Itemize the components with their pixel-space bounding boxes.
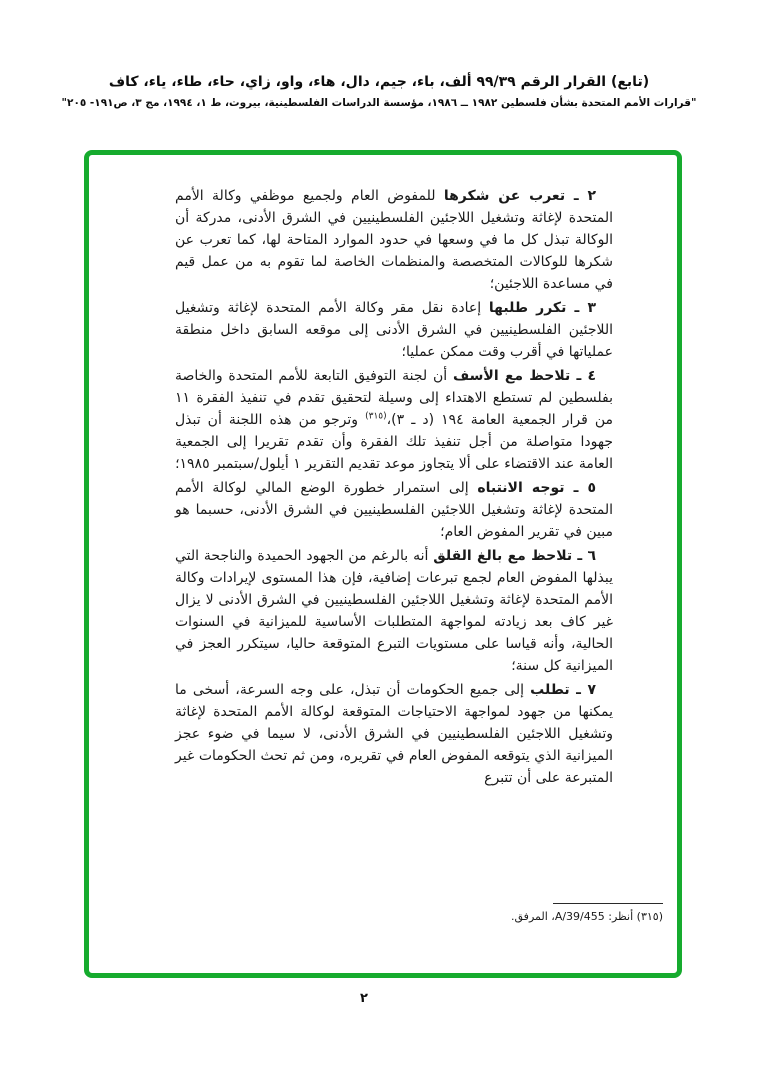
paragraph-4-text-continued: وترجو من هذه اللجنة أن تبذل جهودا متواصلة من أجل تنفيذ تلك الفقرة وأن تقدم تقريرا إلى الجمعية العامة عند الاقتضاء على ألا يتجاوز موعد تقديم التقرير ١ أيلول/سبتمبر ١٩٨٥؛ (175, 412, 613, 472)
paragraph-7-number: ٧ ـ (569, 682, 596, 698)
footnote-block (433, 903, 663, 923)
document-frame (84, 150, 682, 978)
footnote-reference-315: (٣١٥) (365, 411, 387, 422)
paragraph-6-text: أنه بالرغم من الجهود الحميدة والناجحة التي يبذلها المفوض العام لجمع تبرعات إضافية، فإن هذا المستوى لإيرادات وكالة الأمم المتحدة لإغاثة وتشغيل اللاجئين الفلسطينيين في الشرق الأدنى لا يزال غير كاف بعد زيادته لمواجهة المتطلبات الأساسية للميزانية في السنوات الحالية، وأنه قياسا على مستويات التبرع المتوقعة حاليا، سيتكرر العجز في الميزانية كل سنة؛ (175, 548, 613, 674)
resolution-paragraph-3 (175, 297, 613, 363)
page-number: ٢ (360, 991, 368, 1006)
resolution-paragraph-2 (175, 185, 613, 295)
paragraph-2-text: للمفوض العام ولجميع موظفي وكالة الأمم المتحدة لإغاثة وتشغيل اللاجئين الفلسطينيين في الشرق الأدنى، مدركة أن الوكالة تبذل كل ما في وسعها في حدود الموارد المتاحة لها، كما تعرب عن شكرها للوكالات المتخصصة والمنظمات الخاصة لما تقوم به من عمل قيم في مساعدة اللاجئين؛ (175, 188, 613, 292)
paragraph-4-number: ٤ ـ (570, 368, 596, 384)
paragraph-5-lead: توجه الانتباه (477, 480, 565, 496)
paragraph-6-number: ٦ ـ (572, 548, 596, 564)
source-citation: "قرارات الأمم المتحدة بشأن فلسطين ١٩٨٢ ــ ١٩٨٦، مؤسسة الدراسات الفلسطينية، بيروت، ط ١، ١٩٩٤، مج ٣، ص١٩١- ٢٠٥" (61, 97, 697, 109)
paragraph-4-text: أن لجنة التوفيق التابعة للأمم المتحدة والخاصة بفلسطين لم تستطع الاهتداء إلى وسيلة لتحقيق تقدم في تنفيذ الفقرة ١١ من قرار الجمعية العامة ١٩٤ (د ـ ٣)، (175, 368, 613, 428)
paragraph-7-lead: تطلب (530, 682, 570, 698)
paragraph-7-text: إلى جميع الحكومات أن تبذل، على وجه السرعة، أسخى ما يمكنها من جهود لمواجهة الاحتياجات المتوقعة لوكالة الأمم المتحدة لإغاثة وتشغيل اللاجئين الفلسطينيين في الشرق الأدنى، لا سيما في ضوء عجز الميزانية الذي يتوقعه المفوض العام في تقريره، ومن ثم تحث الحكومات غير المتبرعة على أن تتبرع (175, 682, 613, 786)
page-header (0, 74, 758, 109)
paragraph-2-lead: تعرب عن شكرها (443, 188, 566, 204)
paragraph-3-text: إعادة نقل مقر وكالة الأمم المتحدة لإغاثة وتشغيل اللاجئين الفلسطينيين في الشرق الأدنى إلى موقعه السابق داخل منطقة عملياتها في أقرب وقت ممكن عمليا؛ (175, 300, 613, 360)
resolution-paragraph-5 (175, 477, 613, 543)
resolution-title: (تابع) القرار الرقم ٩٩/٣٩ ألف، باء، جيم، دال، هاء، واو، زاي، حاء، طاء، ياء، كاف (108, 74, 650, 90)
paragraph-2-number: ٢ ـ (565, 188, 596, 204)
resolution-paragraph-4 (175, 365, 613, 475)
footnote-separator (553, 903, 663, 904)
paragraph-3-number: ٣ ـ (566, 300, 596, 316)
paragraph-5-text: إلى استمرار خطورة الوضع المالي لوكالة الأمم المتحدة لإغاثة وتشغيل اللاجئين الفلسطينيين في الشرق الأدنى، حسبما هو مبين في تقرير المفوض العام؛ (175, 480, 613, 540)
resolution-paragraph-6 (175, 545, 613, 677)
paragraph-6-lead: تلاحظ مع بالغ القلق (433, 548, 573, 564)
paragraph-4-lead: تلاحظ مع الأسف (452, 368, 571, 384)
resolution-paragraph-7 (175, 679, 613, 789)
footnote-text: (٣١٥) أنظر: A/39/455، المرفق. (511, 910, 663, 923)
paragraph-5-number: ٥ ـ (564, 480, 596, 496)
resolution-text-column (175, 185, 613, 791)
paragraph-3-lead: تكرر طلبها (488, 300, 567, 316)
